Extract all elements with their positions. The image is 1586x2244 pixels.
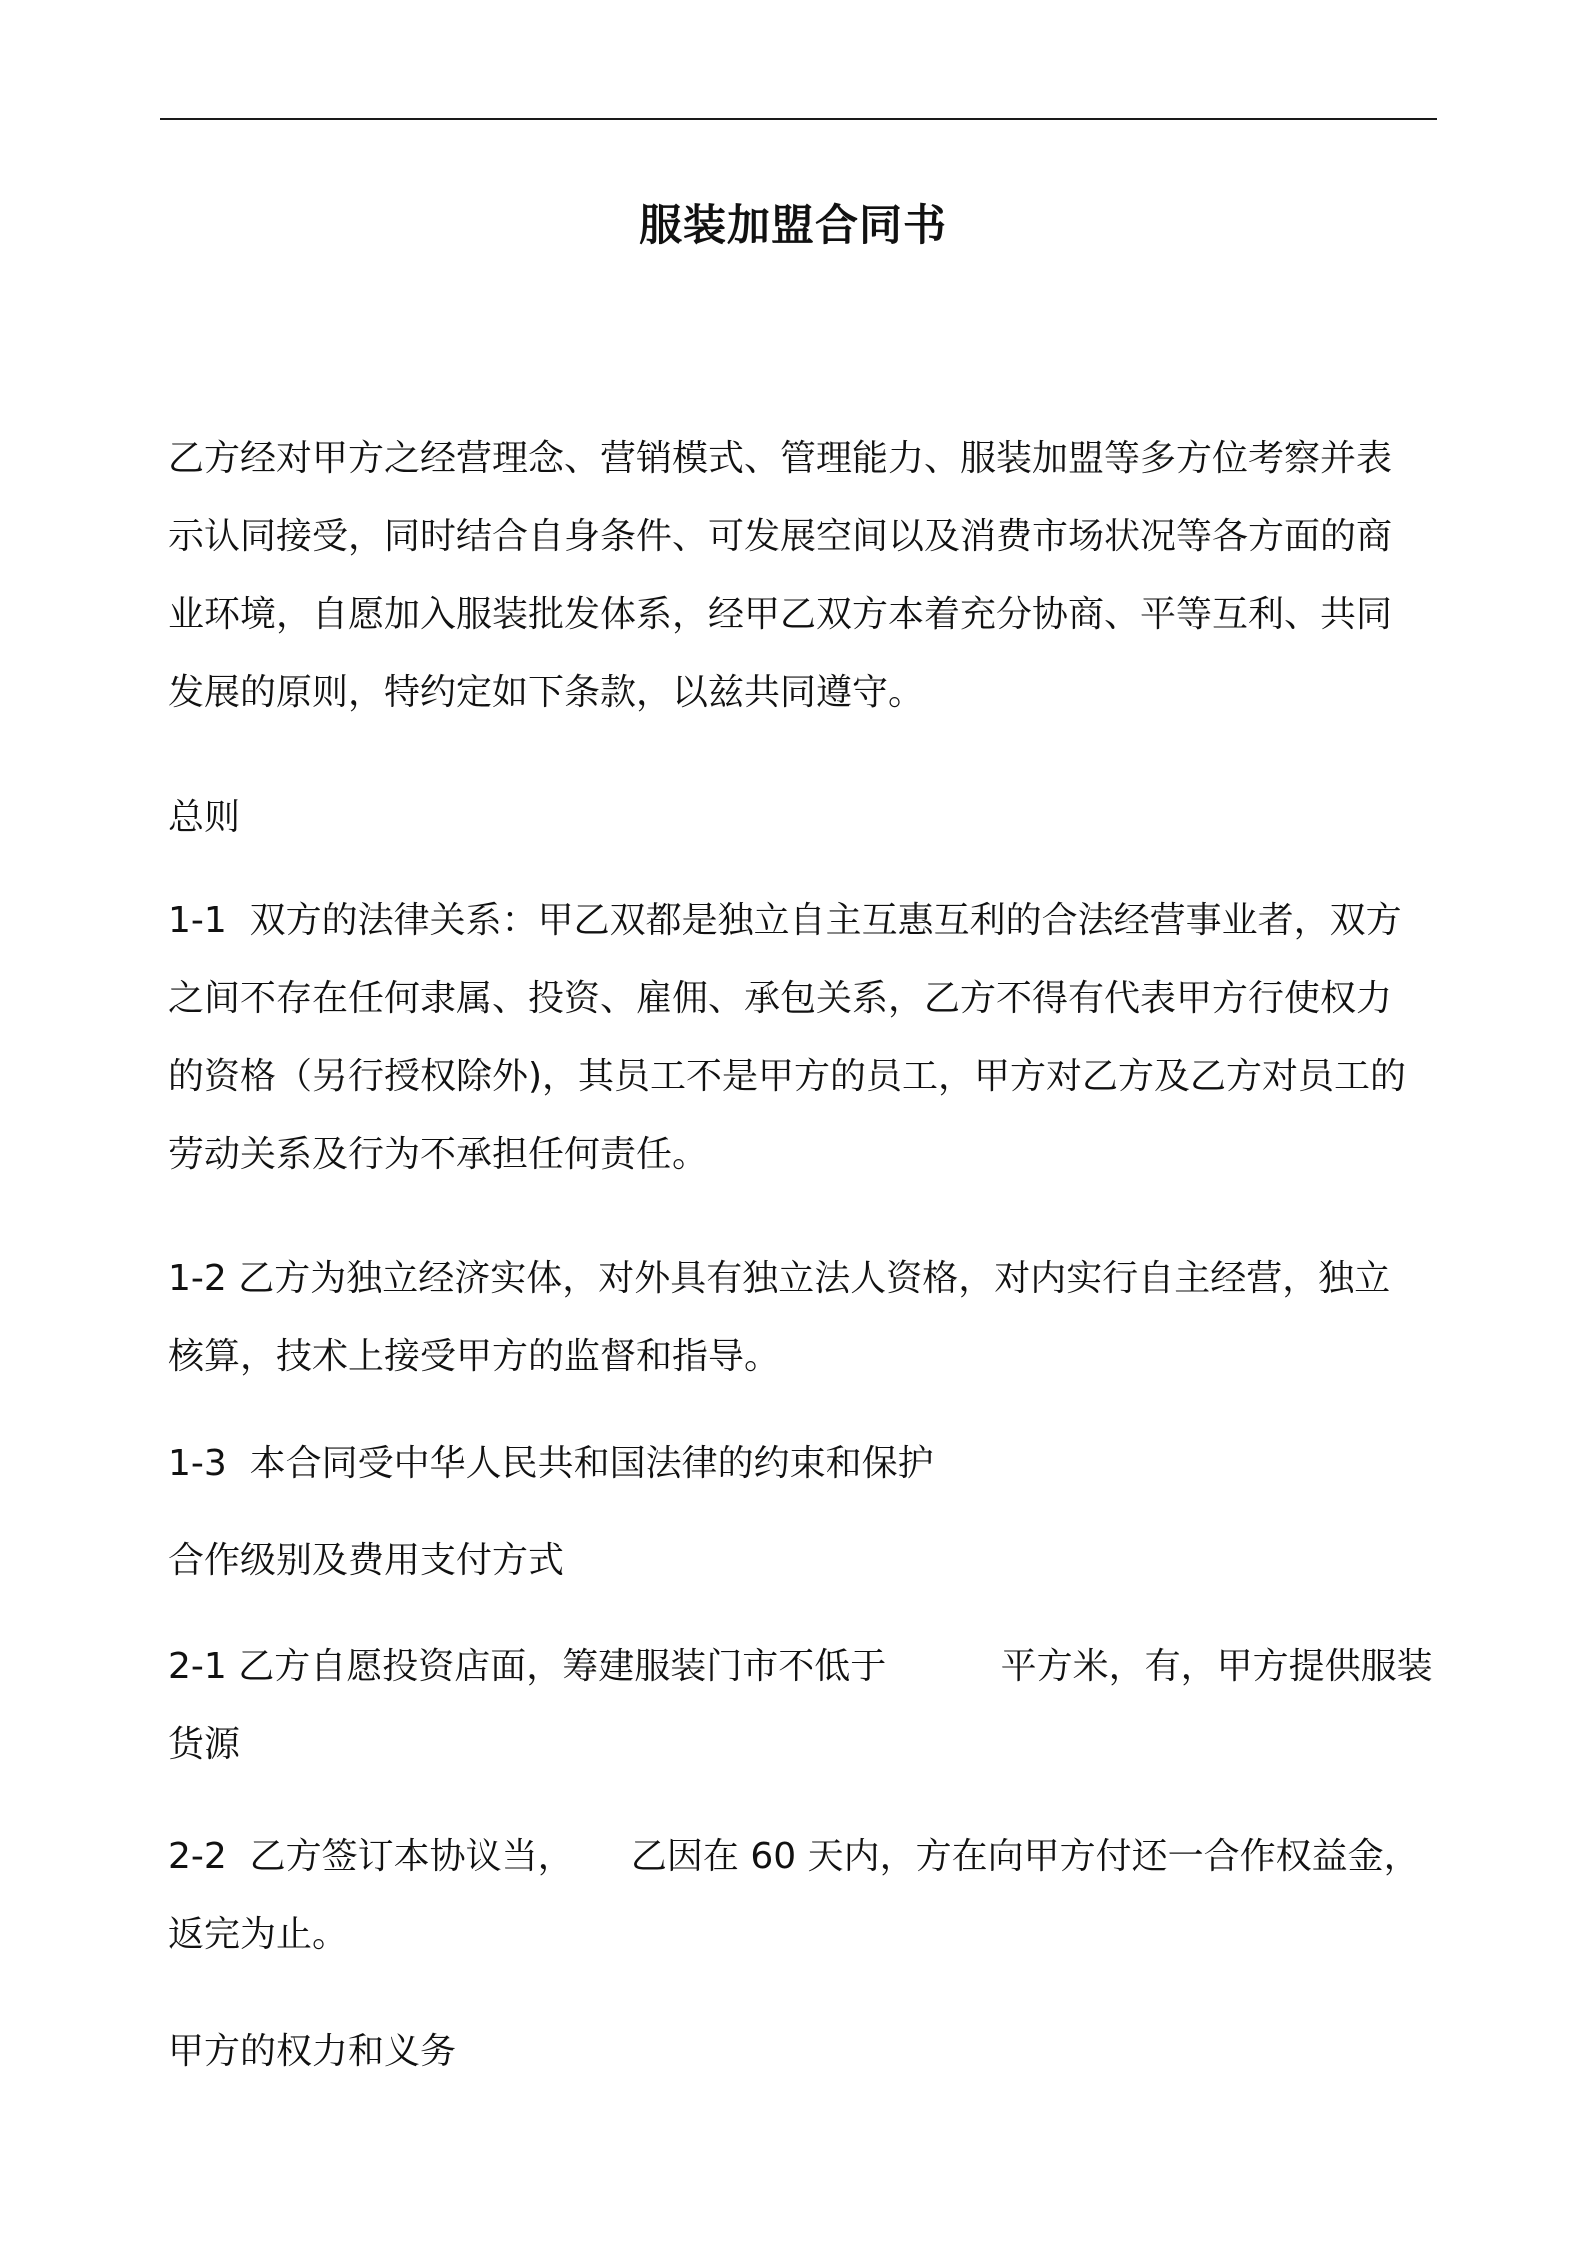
intro-paragraph xyxy=(168,420,1440,732)
clause-2-1 xyxy=(168,1628,1440,1784)
clause-1-1 xyxy=(168,882,1440,1194)
section-heading-general: 总则 xyxy=(168,797,241,838)
text-line: 之间不存在任何隶属、投资、雇佣、承包关系，乙方不得有代表甲方行使权力 xyxy=(168,978,1393,1019)
text-line: 1-1 双方的法律关系：甲乙双都是独立自主互惠互利的合法经营事业者，双方 xyxy=(168,900,1402,941)
text-line: 核算，技术上接受甲方的监督和指导。 xyxy=(168,1336,781,1377)
text-line: 2-1 乙方自愿投资店面，筹建服装门市不低于 平方米，有，甲方提供服装 xyxy=(168,1646,1433,1687)
text-line: 2-2 乙方签订本协议当， 乙因在 60 天内，方在向甲方付还一合作权益金， xyxy=(168,1836,1420,1877)
section-heading-cooperation: 合作级别及费用支付方式 xyxy=(168,1540,565,1581)
text-line: 货源 xyxy=(168,1724,241,1765)
clause-2-2 xyxy=(168,1818,1440,1974)
clause-1-2 xyxy=(168,1240,1440,1396)
text-line: 返完为止。 xyxy=(168,1914,349,1955)
text-line: 劳动关系及行为不承担任何责任。 xyxy=(168,1134,709,1175)
text-line: 发展的原则，特约定如下条款，以兹共同遵守。 xyxy=(168,672,925,713)
text-line: 的资格（另行授权除外)，其员工不是甲方的员工，甲方对乙方及乙方对员工的 xyxy=(168,1056,1407,1097)
text-line: 示认同接受，同时结合自身条件、可发展空间以及消费市场状况等各方面的商 xyxy=(168,516,1393,557)
section-heading-party-a: 甲方的权力和义务 xyxy=(168,2031,457,2072)
clause-1-3: 1-3 本合同受中华人民共和国法律的约束和保护 xyxy=(168,1443,934,1484)
text-line: 业环境，自愿加入服装批发体系，经甲乙双方本着充分协商、平等互利、共同 xyxy=(168,594,1393,635)
text-line: 1-2 乙方为独立经济实体，对外具有独立法人资格，对内实行自主经营，独立 xyxy=(168,1258,1391,1299)
header-rule xyxy=(160,118,1437,120)
document-title: 服装加盟合同书 xyxy=(639,201,947,251)
text-line: 乙方经对甲方之经营理念、营销模式、管理能力、服装加盟等多方位考察并表 xyxy=(168,438,1393,479)
